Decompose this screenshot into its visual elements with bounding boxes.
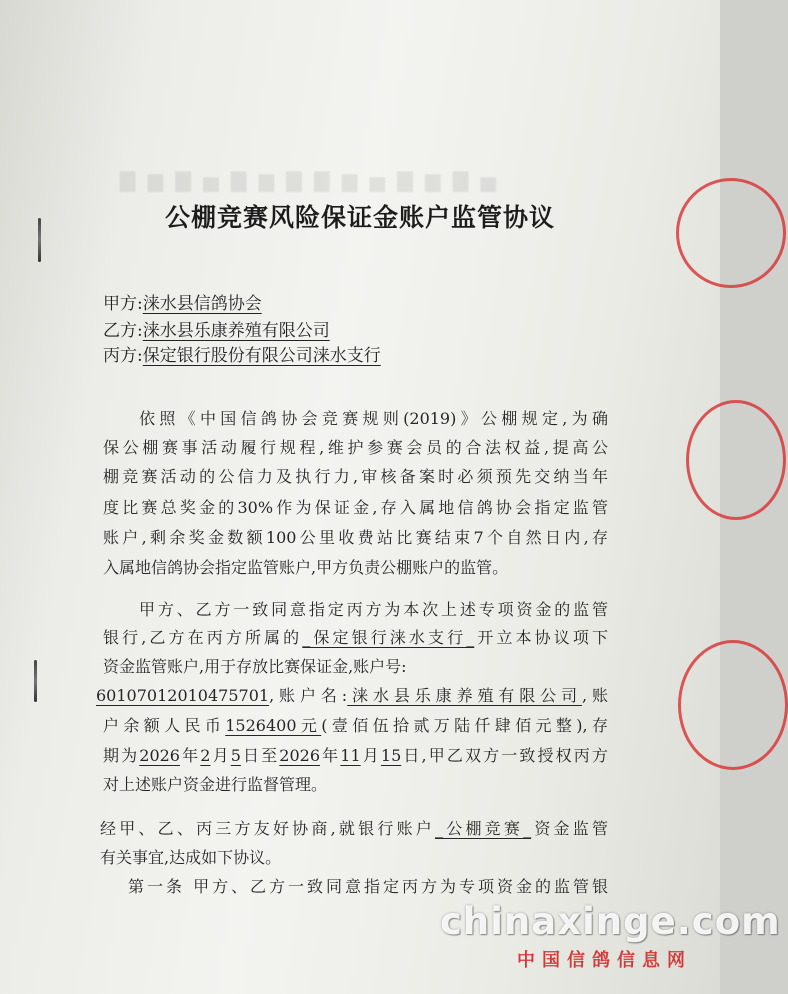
text-span: ,账户名: [269, 686, 348, 705]
text-span: ,账 [582, 686, 608, 705]
end-year: 2026 [279, 746, 321, 765]
account-amount: 1526400元 [225, 716, 322, 735]
red-seal-bottom [678, 640, 788, 770]
para1-line: 度比赛总奖金的30%作为保证金,存入属地信鸽协会指定监管 [103, 498, 608, 517]
text-span: 经甲、乙、丙三方友好协商,就银行账户 [100, 819, 436, 838]
para3-line: 有关事宜,达成如下协议。 [100, 848, 282, 867]
para2-line [103, 713, 608, 736]
party-b [103, 316, 330, 341]
text-span: 开立本协议项下 [474, 628, 608, 647]
text-span: 银行,乙方在丙方所属的 [103, 628, 303, 647]
text-span: 日,甲乙双方一致授权丙方 [401, 746, 608, 765]
party-b-name: 涞水县乐康养殖有限公司 [142, 321, 330, 341]
para1-line: 入属地信鸽协会指定监管账户,甲方负责公棚账户的监管。 [103, 558, 509, 577]
para2-line [103, 625, 608, 648]
para1-line: 依照《中国信鸽协会竞赛规则(2019)》公棚规定,为确 [139, 409, 608, 428]
para2-line [103, 743, 608, 766]
text-span: (壹佰伍拾贰万陆仟肆佰元整),存 [321, 716, 608, 735]
text-span: 日至 [240, 746, 280, 765]
text-span: 年 [320, 746, 341, 765]
bank-branch: _保定银行涞水支行_ [302, 628, 475, 647]
text-span: 户余额人民币 [103, 716, 226, 735]
party-c-label: 丙方: [103, 346, 143, 366]
para2-line [96, 683, 608, 706]
party-a-name: 涞水县信鸽协会 [142, 294, 262, 314]
text-span: 期为 [103, 746, 140, 765]
para1-line: 棚竞赛活动的公信力及执行力,审核备案时必须预先交纳当年 [103, 467, 608, 486]
para2-line: 甲方、乙方一致同意指定丙方为本次上述专项资金的监管 [139, 600, 608, 619]
text-span: 年 [179, 746, 201, 765]
text-span: 资金监管 [531, 819, 608, 838]
start-month: 2 [200, 746, 211, 765]
end-month: 11 [340, 746, 361, 765]
account-purpose: _公棚竞赛_ [435, 819, 532, 838]
para1-line: 账户,剩余奖金数额100公里收费站比赛结束7个自然日内,存 [103, 528, 608, 547]
red-seal-middle [686, 400, 786, 520]
party-a [103, 289, 262, 314]
start-year: 2026 [139, 746, 180, 765]
party-c [103, 341, 381, 366]
account-number: 60107012010475701 [96, 686, 270, 705]
account-name: 涞水县乐康养殖有限公司 [347, 686, 582, 705]
para2-line: 对上述账户资金进行监督管理。 [103, 775, 328, 794]
party-c-name: 保定银行股份有限公司涞水支行 [142, 346, 381, 366]
text-span: 月 [360, 746, 381, 765]
site-watermark-cn: 中国信鸽信息网 [517, 950, 692, 971]
staple-bottom [34, 660, 37, 702]
para2-line: 资金监管账户,用于存放比赛保证金,账户号: [103, 657, 407, 676]
start-day: 5 [230, 746, 241, 765]
site-watermark: chinaxinge.com [440, 900, 781, 943]
end-day: 15 [380, 746, 402, 765]
document-title: 公棚竞赛风险保证金账户监管协议 [164, 203, 555, 232]
para3-line [100, 816, 608, 839]
party-a-label: 甲方: [103, 294, 143, 314]
bleed-through-text: ▇ ▆ ▇ ▅ ▇ ▆ ▇ ▇ ▆ ▅ ▇ ▆ ▇ ▅ [120, 168, 499, 192]
article-1: 第一条 甲方、乙方一致同意指定丙方为专项资金的监管银 [128, 877, 608, 896]
para1-line: 保公棚赛事活动履行规程,维护参赛会员的合法权益,提高公 [103, 438, 608, 457]
text-span: 月 [210, 746, 231, 765]
party-b-label: 乙方: [103, 321, 143, 341]
